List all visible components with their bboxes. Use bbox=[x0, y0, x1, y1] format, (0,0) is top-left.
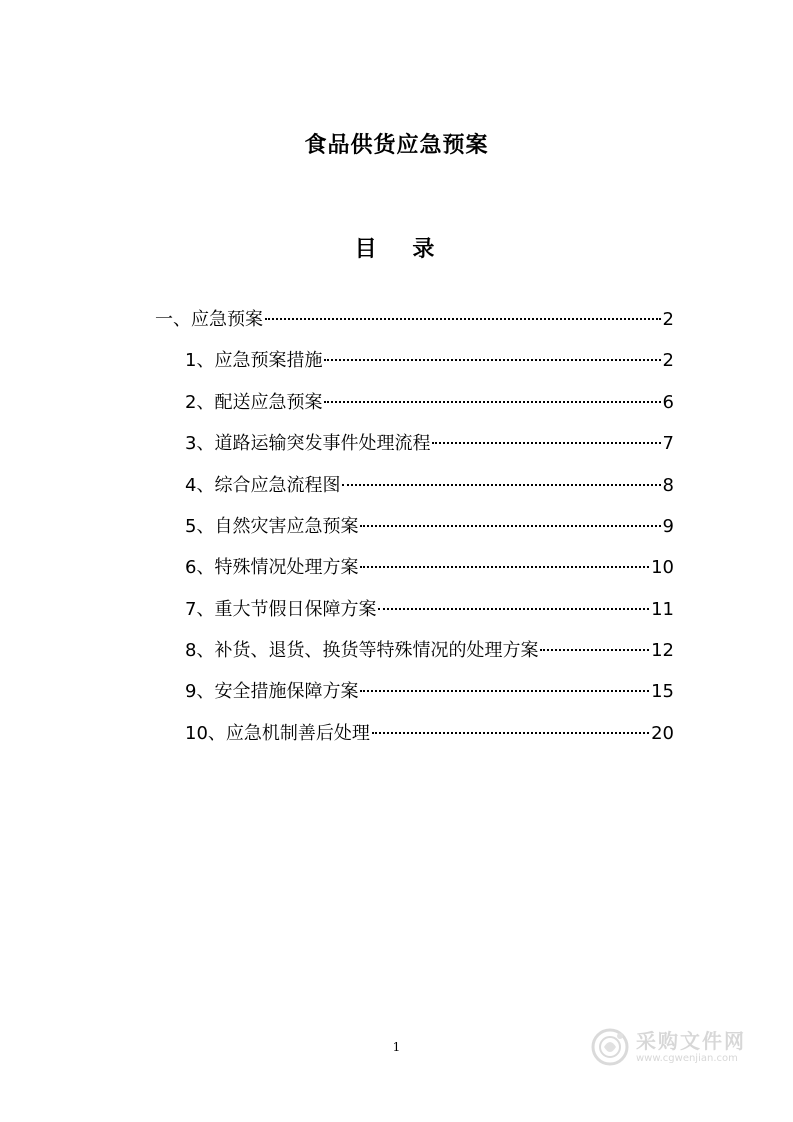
watermark-text bbox=[636, 1029, 746, 1065]
toc-entry-page: 11 bbox=[651, 599, 674, 620]
toc-dot-leader bbox=[360, 690, 649, 692]
toc-entry-page: 12 bbox=[651, 640, 674, 661]
toc-entry-label: 8、补货、退货、换货等特殊情况的处理方案 bbox=[185, 640, 539, 661]
toc-entry-label: 一、应急预案 bbox=[155, 309, 263, 330]
toc-dot-leader bbox=[360, 525, 660, 527]
toc-entry-2[interactable] bbox=[185, 346, 674, 376]
toc-entry-label: 5、自然灾害应急预案 bbox=[185, 516, 359, 537]
toc-entry-11[interactable] bbox=[185, 719, 674, 749]
watermark-name: 采购文件网 bbox=[636, 1029, 746, 1053]
toc-entry-label: 2、配送应急预案 bbox=[185, 392, 323, 413]
toc-entry-page: 8 bbox=[662, 475, 674, 496]
toc-dot-leader bbox=[324, 359, 660, 361]
toc-entry-page: 9 bbox=[662, 516, 674, 537]
toc-entry-8[interactable] bbox=[185, 595, 674, 625]
toc-entry-page: 15 bbox=[651, 681, 674, 702]
toc-entry-6[interactable] bbox=[185, 512, 674, 542]
page-number: 1 bbox=[392, 1040, 401, 1054]
toc-entry-label: 6、特殊情况处理方案 bbox=[185, 557, 359, 578]
toc-entry-7[interactable] bbox=[185, 553, 674, 583]
toc-entry-10[interactable] bbox=[185, 677, 674, 707]
toc-entry-page: 6 bbox=[662, 392, 674, 413]
document-title: 食品供货应急预案 bbox=[304, 133, 489, 158]
toc-entry-page: 7 bbox=[662, 433, 674, 454]
toc-entry-label: 3、道路运输突发事件处理流程 bbox=[185, 433, 431, 454]
toc-dot-leader bbox=[540, 649, 649, 651]
toc-entry-label: 9、安全措施保障方案 bbox=[185, 681, 359, 702]
toc-entry-4[interactable] bbox=[185, 429, 674, 459]
toc-entry-page: 10 bbox=[651, 557, 674, 578]
toc-entry-label: 4、综合应急流程图 bbox=[185, 475, 341, 496]
toc-entry-page: 2 bbox=[662, 350, 674, 371]
toc-dot-leader bbox=[324, 401, 660, 403]
watermark bbox=[590, 1022, 760, 1072]
toc-dot-leader bbox=[372, 732, 649, 734]
toc-heading: 目 录 bbox=[354, 237, 449, 262]
toc-dot-leader bbox=[360, 566, 649, 568]
toc-dot-leader bbox=[265, 318, 661, 320]
toc-entry-1[interactable] bbox=[155, 305, 674, 335]
watermark-logo-icon bbox=[590, 1027, 630, 1067]
toc-dot-leader bbox=[342, 484, 660, 486]
toc-entry-label: 1、应急预案措施 bbox=[185, 350, 323, 371]
toc-entry-label: 7、重大节假日保障方案 bbox=[185, 599, 377, 620]
toc-entry-page: 2 bbox=[662, 309, 674, 330]
toc-entry-page: 20 bbox=[651, 723, 674, 744]
toc-dot-leader bbox=[432, 442, 660, 444]
toc-entry-3[interactable] bbox=[185, 388, 674, 418]
toc-entry-label: 10、应急机制善后处理 bbox=[185, 723, 370, 744]
toc-entry-9[interactable] bbox=[185, 636, 674, 666]
toc-entry-5[interactable] bbox=[185, 471, 674, 501]
toc-dot-leader bbox=[378, 608, 649, 610]
watermark-url: www.cgwenjian.com bbox=[636, 1053, 738, 1064]
